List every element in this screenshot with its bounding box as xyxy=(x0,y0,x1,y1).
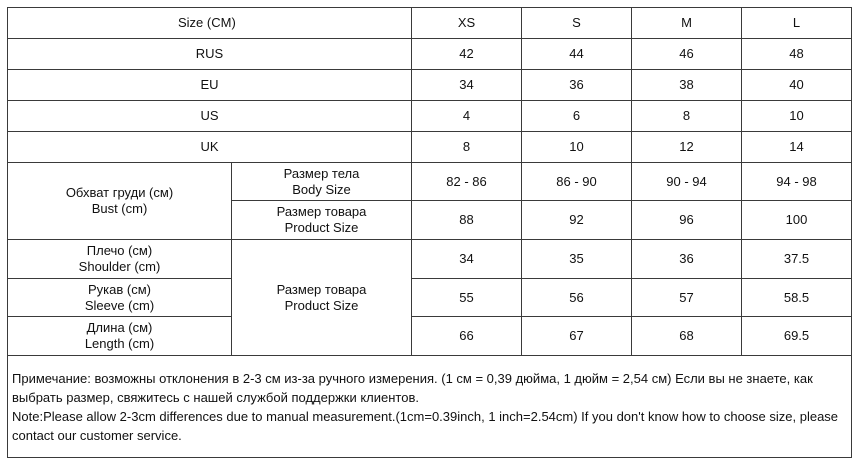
us-m: 8 xyxy=(632,101,742,132)
eu-row xyxy=(8,70,852,101)
bust-body-row xyxy=(8,163,852,201)
us-row xyxy=(8,101,852,132)
uk-xs: 8 xyxy=(412,132,522,163)
shoulder-row xyxy=(8,240,852,279)
bust-label-ru: Обхват груди (см) xyxy=(65,185,174,200)
size-table xyxy=(7,7,852,458)
eu-l: 40 xyxy=(742,70,852,101)
product-size-label-en: Product Size xyxy=(284,297,359,313)
note-en: Note:Please allow 2-3cm differences due to manual measurement.(1cm=0.39inch, 1 inch=2.54cm) If you don't know how to choose size, please contact our customer service. xyxy=(12,408,839,443)
size-chart xyxy=(7,7,851,458)
uk-row xyxy=(8,132,852,163)
bust-product-l: 100 xyxy=(742,201,852,240)
rus-row xyxy=(8,39,852,70)
us-label: US xyxy=(8,101,412,132)
sleeve-s: 56 xyxy=(522,279,632,317)
sleeve-l: 58.5 xyxy=(742,279,852,317)
sleeve-label-ru: Рукав (см) xyxy=(88,281,151,297)
bust-body-s: 86 - 90 xyxy=(522,163,632,201)
bust-product-xs: 88 xyxy=(412,201,522,240)
sleeve-m: 57 xyxy=(632,279,742,317)
shoulder-m: 36 xyxy=(632,240,742,279)
size-l-header: L xyxy=(742,8,852,39)
length-label-en: Length (cm) xyxy=(84,336,155,351)
shoulder-label-en: Shoulder (cm) xyxy=(78,259,161,274)
sleeve-label xyxy=(8,279,232,317)
size-m-header: M xyxy=(632,8,742,39)
header-row xyxy=(8,8,852,39)
sleeve-label-en: Sleeve (cm) xyxy=(84,297,155,313)
length-label-ru: Длина (см) xyxy=(86,320,153,335)
note-row xyxy=(8,356,852,458)
bust-body-m: 90 - 94 xyxy=(632,163,742,201)
length-l: 69.5 xyxy=(742,317,852,356)
us-l: 10 xyxy=(742,101,852,132)
sleeve-xs: 55 xyxy=(412,279,522,317)
product-size-label-ru: Размер товара xyxy=(276,281,367,297)
length-xs: 66 xyxy=(412,317,522,356)
size-s-header: S xyxy=(522,8,632,39)
bust-product-size-label xyxy=(232,201,412,240)
eu-xs: 34 xyxy=(412,70,522,101)
uk-s: 10 xyxy=(522,132,632,163)
shoulder-l: 37.5 xyxy=(742,240,852,279)
product-size-label xyxy=(232,240,412,356)
body-size-label-en: Body Size xyxy=(292,181,351,197)
rus-s: 44 xyxy=(522,39,632,70)
bust-product-size-label-ru: Размер товара xyxy=(276,204,367,219)
size-xs-header: XS xyxy=(412,8,522,39)
uk-label: UK xyxy=(8,132,412,163)
header-label: Size (CM) xyxy=(8,8,412,39)
bust-label xyxy=(8,163,232,240)
us-xs: 4 xyxy=(412,101,522,132)
rus-l: 48 xyxy=(742,39,852,70)
note-ru: Примечание: возможны отклонения в 2-3 см из-за ручного измерения. (1 см = 0,39 дюйма, 1 дюйм = 2,54 см) Если вы не знаете, как выбрать размер, свяжитесь с нашей службой поддержки клиентов. xyxy=(12,370,813,405)
sleeve-row xyxy=(8,279,852,317)
bust-product-s: 92 xyxy=(522,201,632,240)
us-s: 6 xyxy=(522,101,632,132)
bust-product-m: 96 xyxy=(632,201,742,240)
shoulder-s: 35 xyxy=(522,240,632,279)
shoulder-label xyxy=(8,240,232,279)
shoulder-xs: 34 xyxy=(412,240,522,279)
length-s: 67 xyxy=(522,317,632,356)
bust-label-en: Bust (cm) xyxy=(91,201,148,216)
note xyxy=(8,356,852,458)
body-size-label xyxy=(232,163,412,201)
rus-xs: 42 xyxy=(412,39,522,70)
eu-m: 38 xyxy=(632,70,742,101)
length-m: 68 xyxy=(632,317,742,356)
body-size-label-ru: Размер тела xyxy=(283,165,360,181)
bust-product-size-label-en: Product Size xyxy=(284,220,359,235)
rus-label: RUS xyxy=(8,39,412,70)
length-label xyxy=(8,317,232,356)
shoulder-label-ru: Плечо (см) xyxy=(86,243,153,258)
rus-m: 46 xyxy=(632,39,742,70)
eu-label: EU xyxy=(8,70,412,101)
uk-m: 12 xyxy=(632,132,742,163)
length-row xyxy=(8,317,852,356)
uk-l: 14 xyxy=(742,132,852,163)
bust-body-xs: 82 - 86 xyxy=(412,163,522,201)
eu-s: 36 xyxy=(522,70,632,101)
bust-body-l: 94 - 98 xyxy=(742,163,852,201)
